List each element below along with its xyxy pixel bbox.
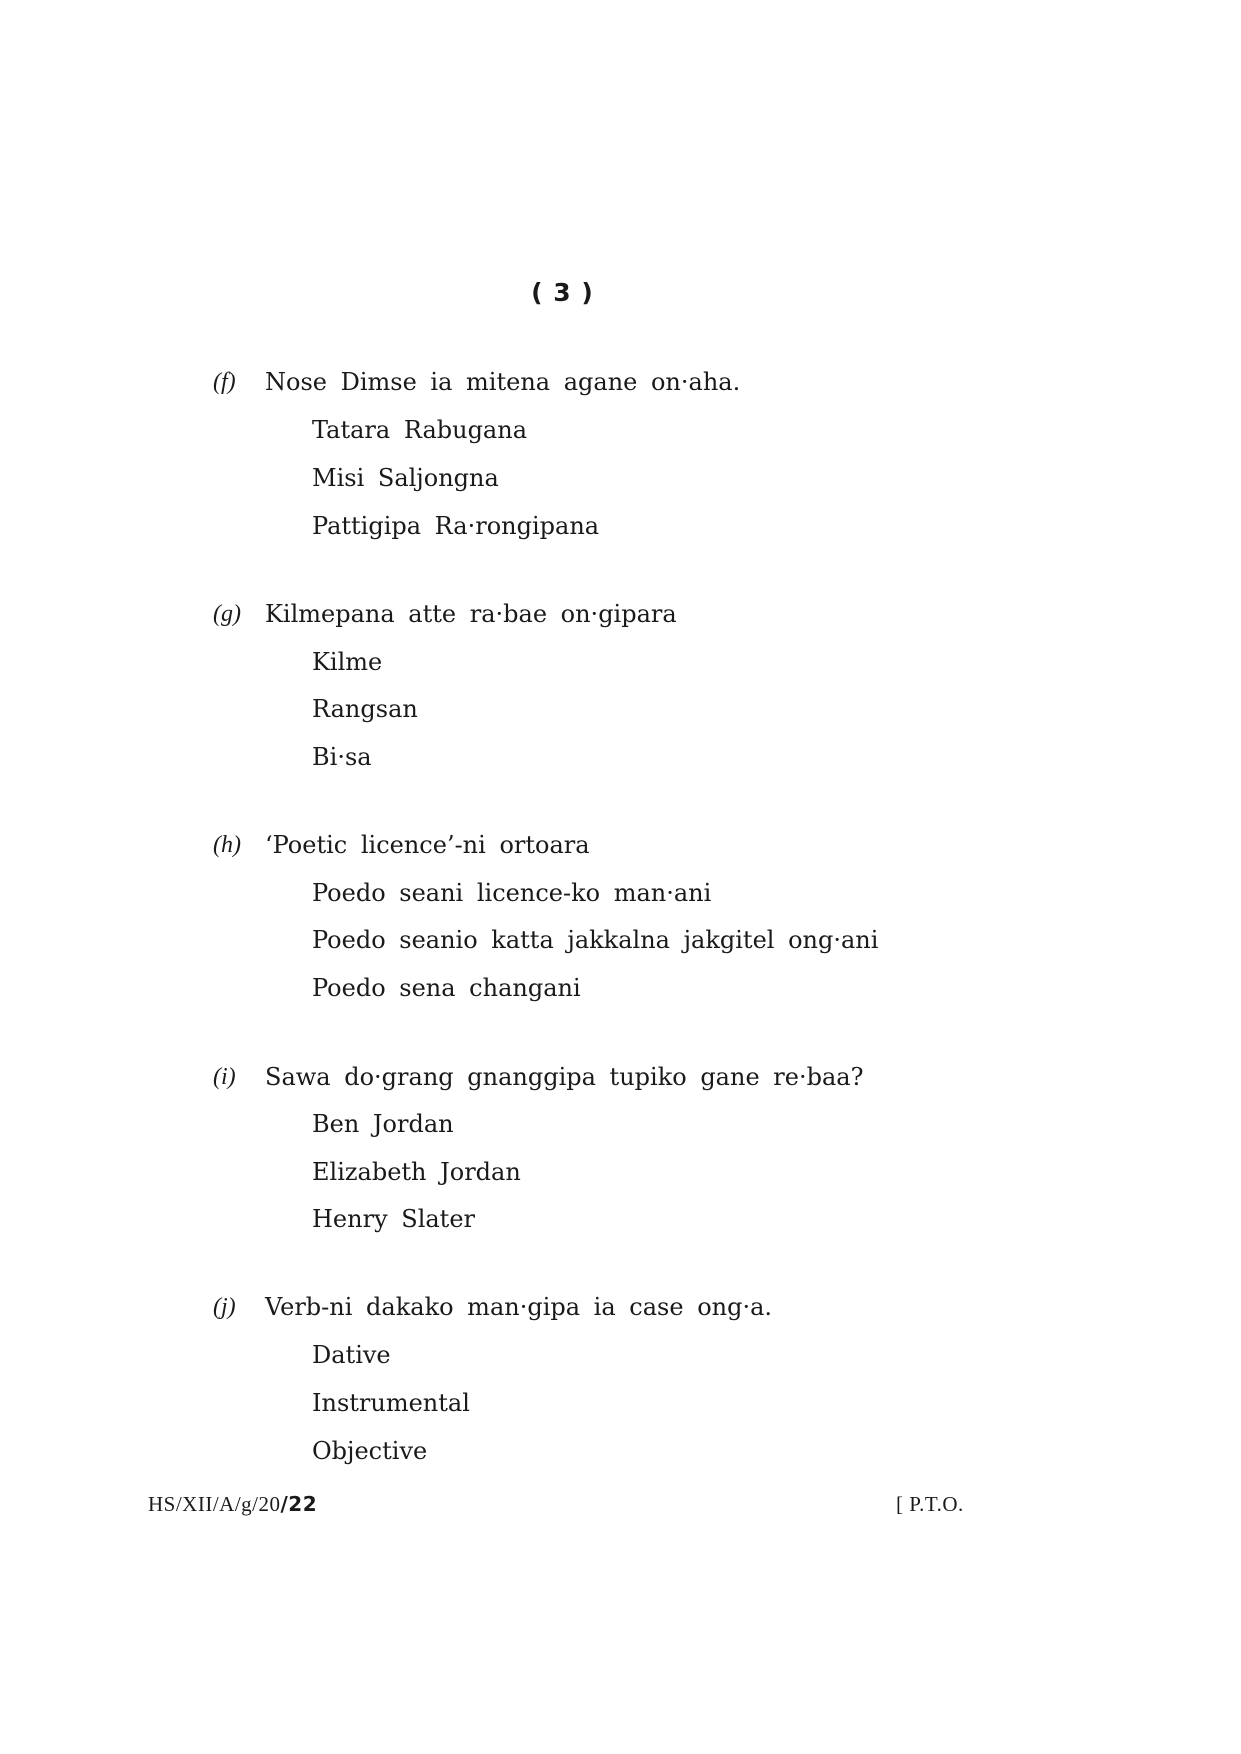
option-text: Tatara Rabugana	[312, 416, 528, 444]
option-text: Ben Jordan	[312, 1110, 454, 1138]
option-text: Dative	[312, 1341, 391, 1369]
question-label: (i)	[213, 1064, 236, 1090]
option-text: Misi Saljongna	[312, 464, 499, 492]
please-turn-over: [ P.T.O.	[896, 1492, 964, 1516]
question-label: (j)	[213, 1294, 236, 1320]
option-text: Poedo seanio katta jakkalna jakgitel ong·ani	[312, 926, 879, 954]
option-text: Elizabeth Jordan	[312, 1158, 521, 1186]
paper-code-suffix: /22	[280, 1492, 318, 1516]
option-text: Henry Slater	[312, 1205, 475, 1233]
paper-code	[148, 1492, 317, 1517]
paper-code-prefix: HS/XII/A/g/20	[148, 1492, 281, 1516]
option-text: Instrumental	[312, 1389, 470, 1417]
question-text: Sawa do·grang gnanggipa tupiko gane re·baa?	[265, 1063, 864, 1091]
option-text: Poedo sena changani	[312, 974, 581, 1002]
option-text: Bi·sa	[312, 743, 372, 771]
page-number: ( 3 )	[531, 278, 594, 307]
question-text: Nose Dimse ia mitena agane on·aha.	[265, 368, 741, 396]
option-text: Rangsan	[312, 695, 418, 723]
question-label: (h)	[213, 832, 241, 858]
question-text: Kilmepana atte ra·bae on·gipara	[265, 600, 677, 628]
question-text: ‘Poetic licence’-ni ortoara	[265, 831, 590, 859]
question-label: (f)	[213, 369, 236, 395]
option-text: Objective	[312, 1437, 428, 1465]
question-label: (g)	[213, 601, 241, 627]
question-text: Verb-ni dakako man·gipa ia case ong·a.	[265, 1293, 773, 1321]
option-text: Poedo seani licence-ko man·ani	[312, 879, 712, 907]
option-text: Pattigipa Ra·rongipana	[312, 512, 600, 540]
option-text: Kilme	[312, 648, 383, 676]
